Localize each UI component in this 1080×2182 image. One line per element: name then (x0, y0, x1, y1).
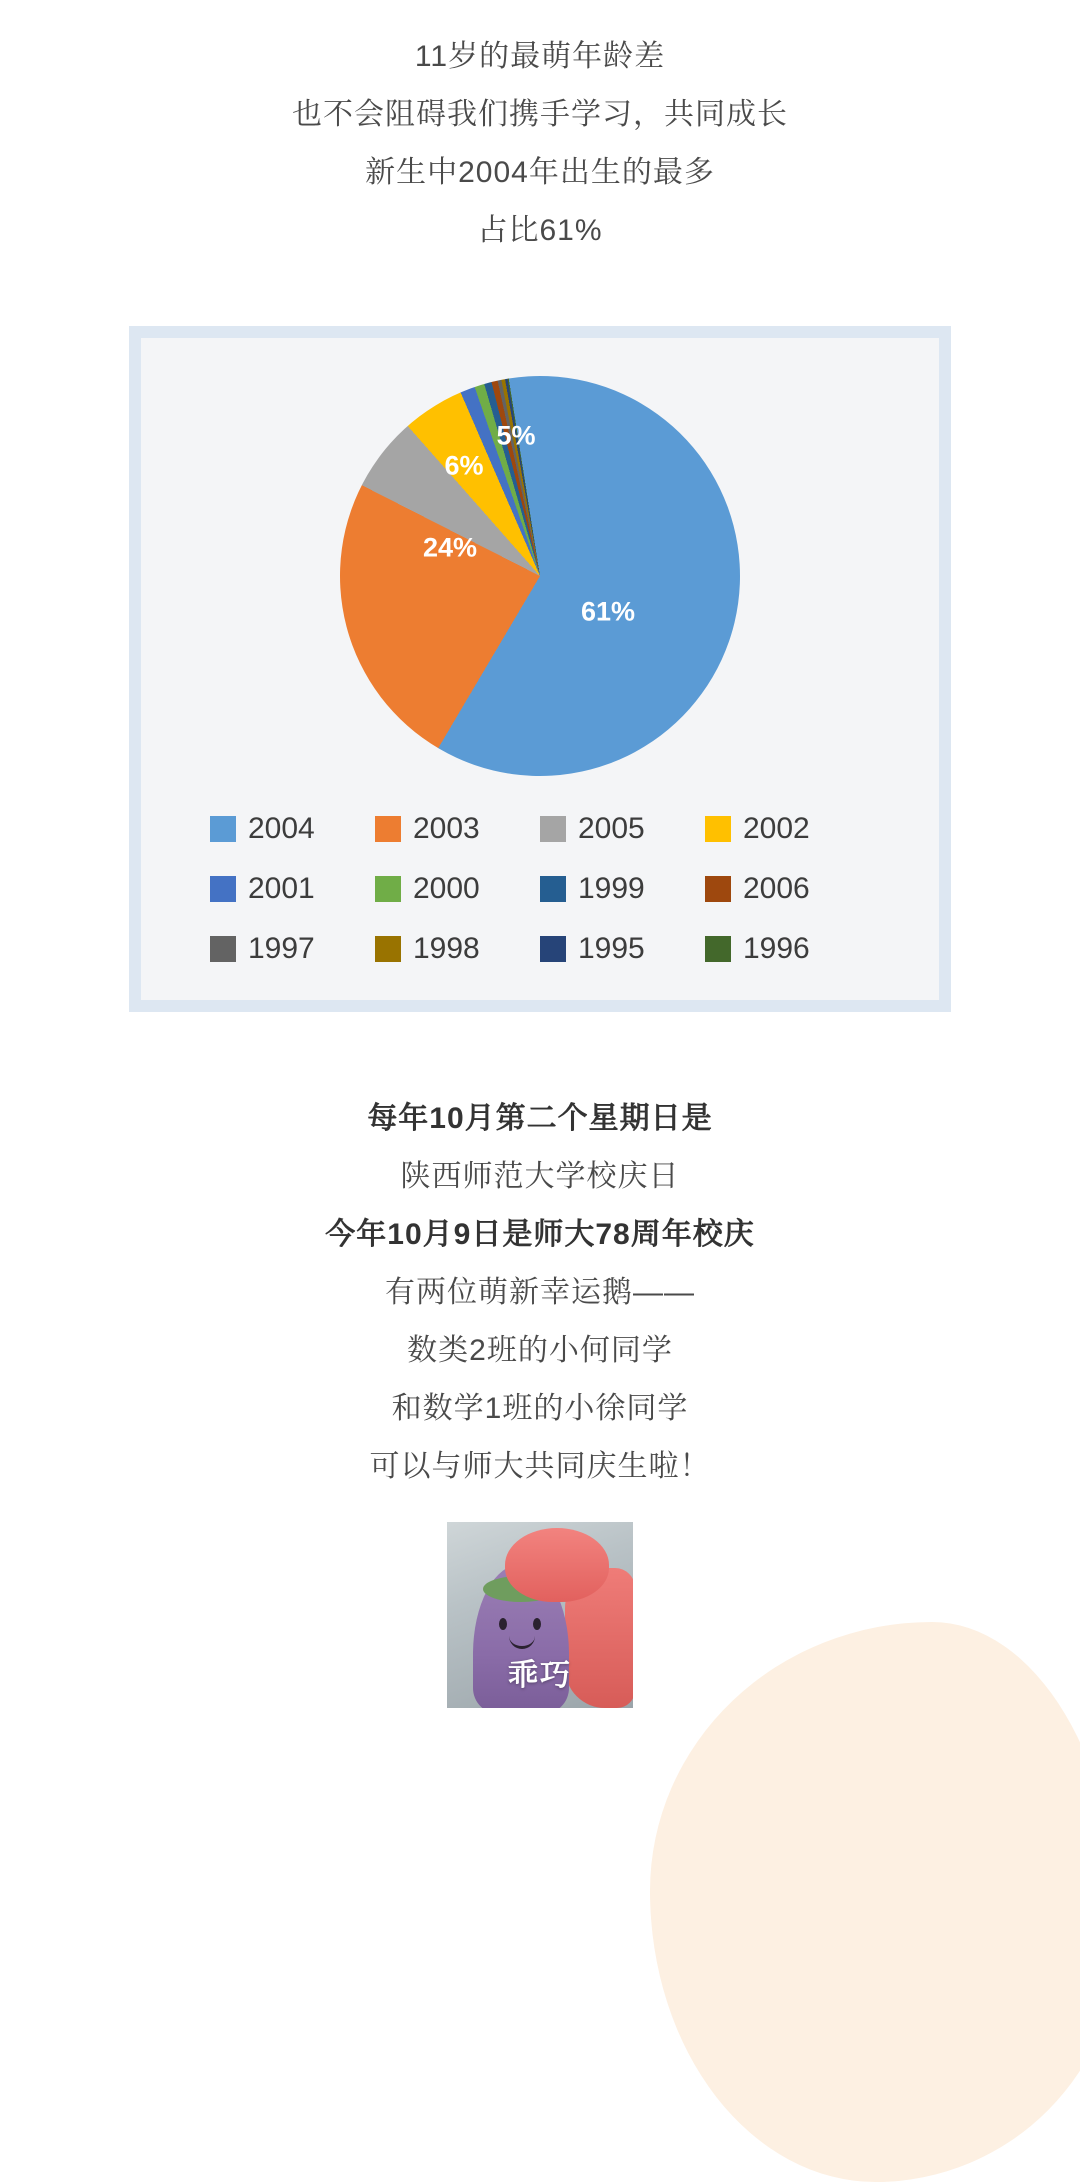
anniversary-line-2: 陕西师范大学校庆日 (400, 1160, 680, 1193)
legend-item-1995[interactable] (540, 932, 705, 966)
intro-line-3: 新生中2004年出生的最多 (365, 156, 715, 189)
legend-item-2003[interactable] (375, 812, 540, 846)
anniversary-line-7: 可以与师大共同庆生啦！ (369, 1450, 711, 1483)
plush-photo (447, 1522, 633, 1708)
legend-swatch-icon (375, 876, 401, 902)
legend-item-1999[interactable] (540, 872, 705, 906)
photo-container (0, 1522, 1080, 1708)
legend-item-1997[interactable] (210, 932, 375, 966)
legend-swatch-icon (540, 876, 566, 902)
pie-chart-area (141, 366, 939, 786)
legend-label: 2000 (413, 872, 480, 905)
plush-eye-left (499, 1618, 507, 1630)
pie-slice-label-2005: 6% (444, 450, 484, 481)
legend-item-2000[interactable] (375, 872, 540, 906)
intro-text-block (0, 0, 1080, 260)
legend-label: 1996 (743, 932, 810, 965)
anniversary-line-1: 每年10月第二个星期日是 (367, 1102, 713, 1135)
pie-slice-label-2003: 24% (422, 532, 478, 563)
legend-swatch-icon (705, 816, 731, 842)
legend-label: 1995 (578, 932, 645, 965)
anniversary-line-3: 今年10月9日是师大78周年校庆 (325, 1218, 755, 1251)
legend-swatch-icon (540, 936, 566, 962)
legend-label: 2004 (248, 812, 315, 845)
legend-label: 2002 (743, 812, 810, 845)
legend-label: 1997 (248, 932, 315, 965)
anniversary-line-5: 数类2班的小何同学 (407, 1334, 673, 1367)
legend-label: 1999 (578, 872, 645, 905)
legend-swatch-icon (705, 876, 731, 902)
legend-swatch-icon (210, 876, 236, 902)
legend-swatch-icon (375, 816, 401, 842)
legend-item-2004[interactable] (210, 812, 375, 846)
legend-item-2005[interactable] (540, 812, 705, 846)
chart-legend (210, 812, 870, 966)
legend-item-2002[interactable] (705, 812, 870, 846)
pie-chart-card (141, 338, 939, 1000)
legend-label: 2003 (413, 812, 480, 845)
anniversary-text-block (0, 1090, 1080, 1496)
legend-swatch-icon (540, 816, 566, 842)
pie-graphic (311, 347, 769, 805)
plush-eye-right (533, 1618, 541, 1630)
intro-line-4: 占比61% (477, 214, 603, 247)
legend-item-1996[interactable] (705, 932, 870, 966)
chart-card-frame (129, 326, 951, 1012)
intro-line-2: 也不会阻碍我们携手学习，共同成长 (292, 98, 788, 131)
legend-item-1998[interactable] (375, 932, 540, 966)
legend-label: 1998 (413, 932, 480, 965)
legend-swatch-icon (705, 936, 731, 962)
legend-label: 2005 (578, 812, 645, 845)
pie-chart (340, 376, 740, 776)
legend-label: 2001 (248, 872, 315, 905)
pie-slice-label-2004: 61% (580, 596, 636, 627)
legend-swatch-icon (210, 936, 236, 962)
legend-swatch-icon (375, 936, 401, 962)
anniversary-line-4: 有两位萌新幸运鹅—— (385, 1276, 695, 1309)
legend-label: 2006 (743, 872, 810, 905)
photo-caption: 乖巧 (508, 1659, 572, 1692)
legend-item-2006[interactable] (705, 872, 870, 906)
legend-item-2001[interactable] (210, 872, 375, 906)
pie-slice-label-2002: 5% (496, 420, 536, 451)
anniversary-line-6: 和数学1班的小徐同学 (391, 1392, 689, 1425)
plush-bow (505, 1528, 609, 1602)
legend-swatch-icon (210, 816, 236, 842)
intro-line-1: 11岁的最萌年龄差 (414, 40, 666, 73)
